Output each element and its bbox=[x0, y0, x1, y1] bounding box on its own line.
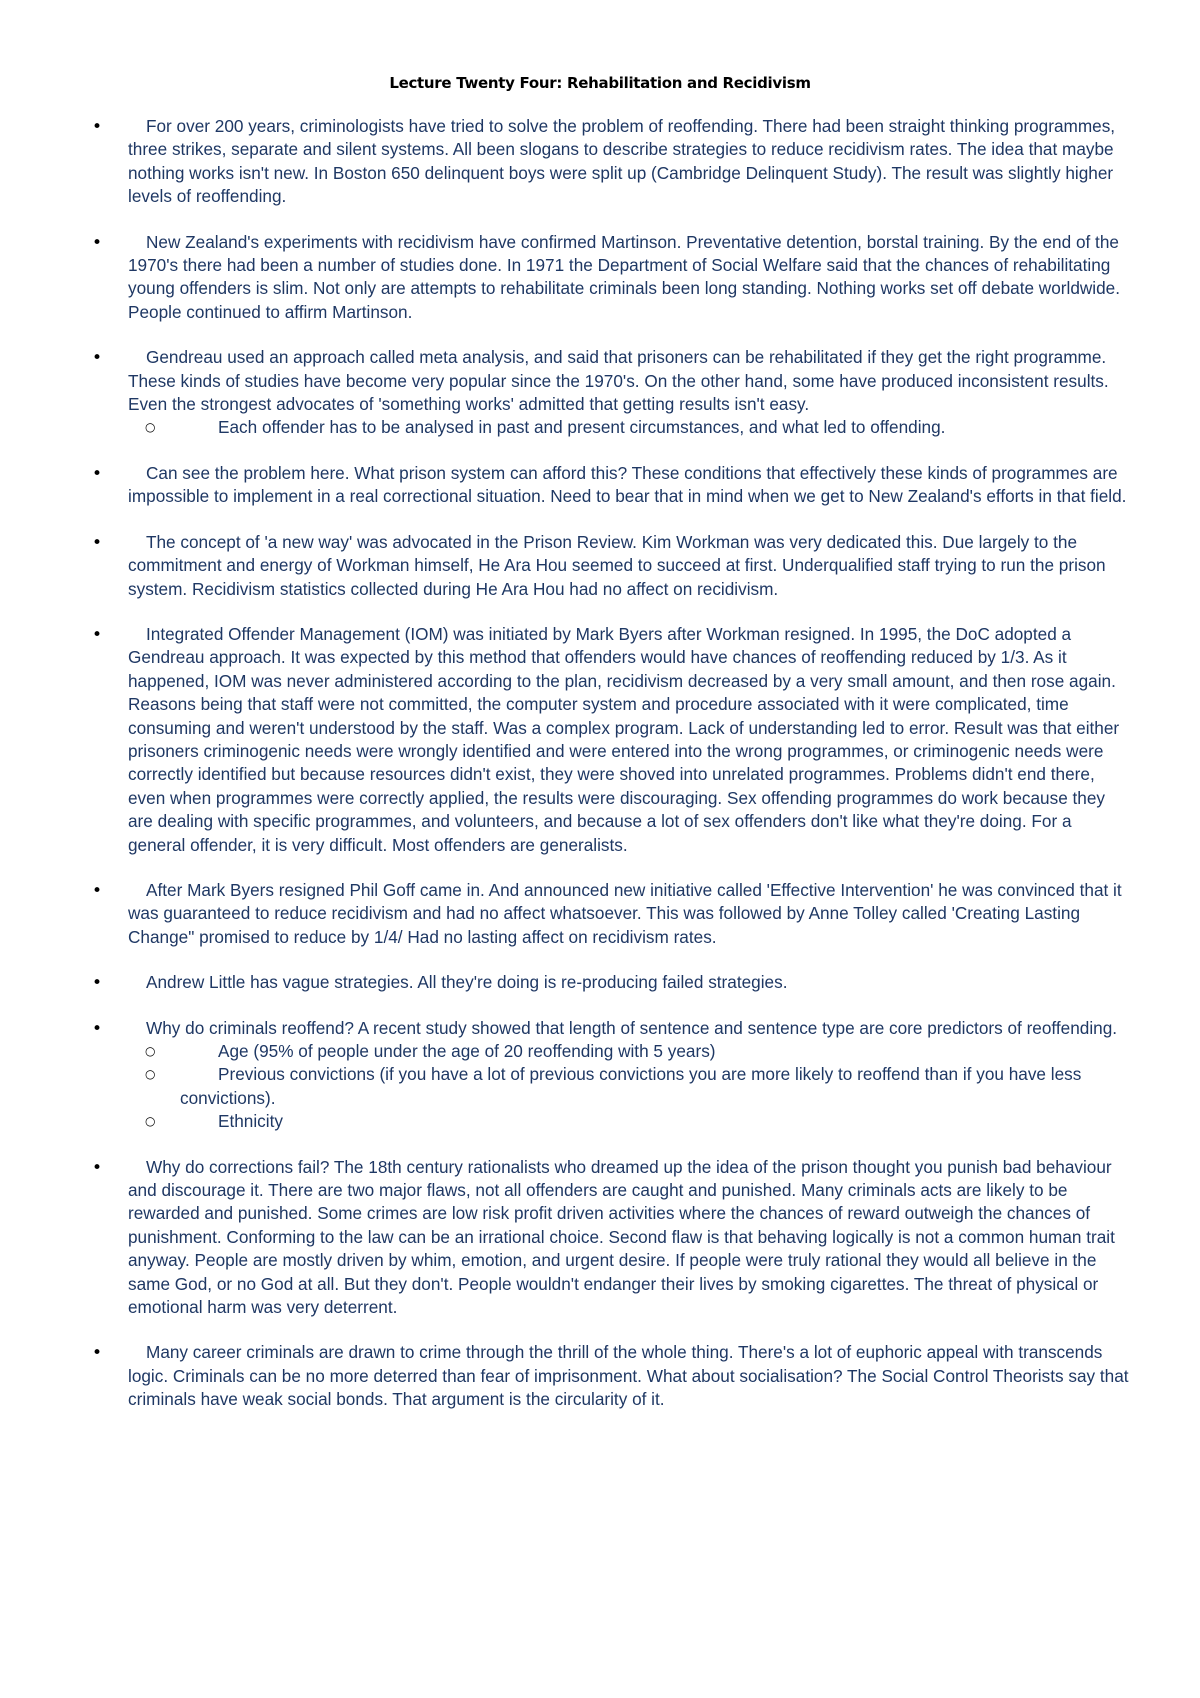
bullet-item bbox=[0, 879, 1200, 949]
bullet-dot-icon: • bbox=[92, 1343, 103, 1364]
hollow-circle-bullet-icon: ○ bbox=[145, 420, 156, 435]
bullet-item bbox=[0, 231, 1200, 325]
bullet-dot-icon: • bbox=[92, 880, 103, 901]
bullet-paragraph: New Zealand's experiments with recidivism have confirmed Martinson. Preventative detention, borstal training. By the end of the 1970's there had been a number of studies done. In 1971 the Department of Social Welfare said that the chances of rehabilitating young offenders is slim. Not only are attempts to rehabilitate criminals been long standing. Nothing works set off debate worldwide. People continued to affirm Martinson. bbox=[128, 231, 1120, 322]
bullet-paragraph: Andrew Little has vague strategies. All they're doing is re-producing failed strategies. bbox=[146, 972, 788, 993]
bullet-item bbox=[0, 623, 1200, 857]
bullet-item bbox=[0, 462, 1200, 509]
sub-bullet-text: Age (95% of people under the age of 20 reoffending with 5 years) bbox=[218, 1041, 716, 1061]
sub-bullet-list bbox=[128, 416, 1130, 439]
bullet-item bbox=[0, 1156, 1200, 1320]
bullet-item bbox=[0, 531, 1200, 601]
bullet-paragraph: Gendreau used an approach called meta analysis, and said that prisoners can be rehabilitated if they get the right programme. These kinds of studies have become very popular since the 1970's. On the other hand, some have produced inconsistent results. Even the strongest advocates of 'something works' admitted that getting results isn't easy. bbox=[128, 347, 1109, 415]
bullet-paragraph: Many career criminals are drawn to crime through the thrill of the whole thing. There's a lot of euphoric appeal with transcends logic. Criminals can be no more deterred than fear of imprisonment. What about socialisation? The Social Control Theorists say that criminals have weak social bonds. That argument is the circularity of it. bbox=[128, 1342, 1129, 1410]
sub-bullet-item bbox=[128, 1063, 1130, 1110]
bullet-dot-icon: • bbox=[92, 532, 103, 553]
sub-bullet-text: Previous convictions (if you have a lot of previous convictions you are more likely to reoffend than if you have less convictions). bbox=[180, 1064, 1082, 1108]
bullet-paragraph: Integrated Offender Management (IOM) was initiated by Mark Byers after Workman resigned. In 1995, the DoC adopted a Gendreau approach. It was expected by this method that offenders would have chances of reoffending reduced by 1/3. As it happened, IOM was never administered according to the plan, recidivism decreased by a very small amount, and then rose again. Reasons being that staff were not committed, the computer system and procedure associated with it were complicated, time consuming and weren't understood by the staff. Was a complex program. Lack of understanding led to error. Result was that either prisoners criminogenic needs were wrongly identified and were entered into the wrong programmes, or criminogenic needs were correctly identified but because resources didn't exist, they were shoved into unrelated programmes. Problems didn't end there, even when programmes were correctly applied, the results were discouraging. Sex offending programmes do work because they are dealing with specific programmes, and volunteers, and because a lot of sex offenders don't like what they're doing. For a general offender, it is very difficult. Most offenders are generalists. bbox=[128, 623, 1120, 855]
bullet-paragraph: Why do criminals reoffend? A recent study showed that length of sentence and sentence type are core predictors of reoffending. bbox=[146, 1017, 1118, 1038]
bullet-item bbox=[0, 115, 1200, 209]
document-title: Lecture Twenty Four: Rehabilitation and Recidivism bbox=[389, 74, 811, 92]
bullet-item bbox=[0, 346, 1200, 440]
bullet-paragraph: The concept of 'a new way' was advocated in the Prison Review. Kim Workman was very dedicated this. Due largely to the commitment and energy of Workman himself, He Ara Hou seemed to succeed at first. Underqualified staff trying to run the prison system. Recidivism statistics collected during He Ara Hou had no affect on recidivism. bbox=[128, 531, 1106, 599]
sub-bullet-item bbox=[128, 1110, 1130, 1133]
sub-bullet-list bbox=[128, 1040, 1130, 1134]
bullet-dot-icon: • bbox=[92, 117, 103, 137]
bullet-dot-icon: • bbox=[92, 463, 103, 484]
bullet-paragraph: Why do corrections fail? The 18th century rationalists who dreamed up the idea of the prison thought you punish bad behaviour and discourage it. There are two major flaws, not all offenders are caught and punished. Many criminals acts are likely to be rewarded and punished. Some crimes are low risk profit driven activities where the chances of reward outweigh the chances of punishment. Conforming to the law can be an irrational choice. Second flaw is that behaving logically is not a common human trait anyway. People are mostly driven by whim, emotion, and urgent desire. If people were truly rational they would all believe in the same God, or no God at all. But they don't. People wouldn't endanger their lives by smoking cigarettes. The threat of physical or emotional harm was very deterrent. bbox=[128, 1156, 1115, 1318]
bullet-item bbox=[0, 1017, 1200, 1134]
sub-bullet-item bbox=[128, 1040, 1130, 1063]
bullet-dot-icon: • bbox=[92, 624, 103, 645]
bullet-dot-icon: • bbox=[92, 348, 103, 369]
bullet-item bbox=[0, 971, 1200, 994]
bullet-dot-icon: • bbox=[92, 1157, 103, 1178]
hollow-circle-bullet-icon: ○ bbox=[145, 1044, 156, 1058]
bullet-dot-icon: • bbox=[92, 973, 103, 994]
bullet-paragraph: After Mark Byers resigned Phil Goff came in. And announced new initiative called 'Effective Intervention' he was convinced that it was guaranteed to reduce recidivism and had no affect whatsoever. This was followed by Anne Tolley called 'Creating Lasting Change" promised to reduce by 1/4/ Had no lasting affect on recidivism rates. bbox=[128, 879, 1122, 947]
bullet-dot-icon: • bbox=[92, 1018, 103, 1039]
bullet-dot-icon: • bbox=[92, 232, 103, 253]
sub-bullet-item bbox=[128, 416, 1130, 439]
bullet-list bbox=[0, 115, 1200, 1434]
sub-bullet-text: Ethnicity bbox=[218, 1111, 283, 1132]
hollow-circle-bullet-icon: ○ bbox=[145, 1067, 156, 1082]
sub-bullet-text: Each offender has to be analysed in past and present circumstances, and what led to offending. bbox=[218, 417, 946, 438]
hollow-circle-bullet-icon: ○ bbox=[145, 1114, 156, 1129]
bullet-item bbox=[0, 1341, 1200, 1411]
bullet-paragraph: Can see the problem here. What prison system can afford this? These conditions that effectively these kinds of programmes are impossible to implement in a real correctional situation. Need to bear that in mind when we get to New Zealand's efforts in that field. bbox=[128, 462, 1127, 507]
bullet-paragraph: For over 200 years, criminologists have tried to solve the problem of reoffending. There had been straight thinking programmes, three strikes, separate and silent systems. All been slogans to describe strategies to reduce recidivism rates. The idea that maybe nothing works isn't new. In Boston 650 delinquent boys were split up (Cambridge Delinquent Study). The result was slightly higher levels of reoffending. bbox=[128, 116, 1116, 207]
